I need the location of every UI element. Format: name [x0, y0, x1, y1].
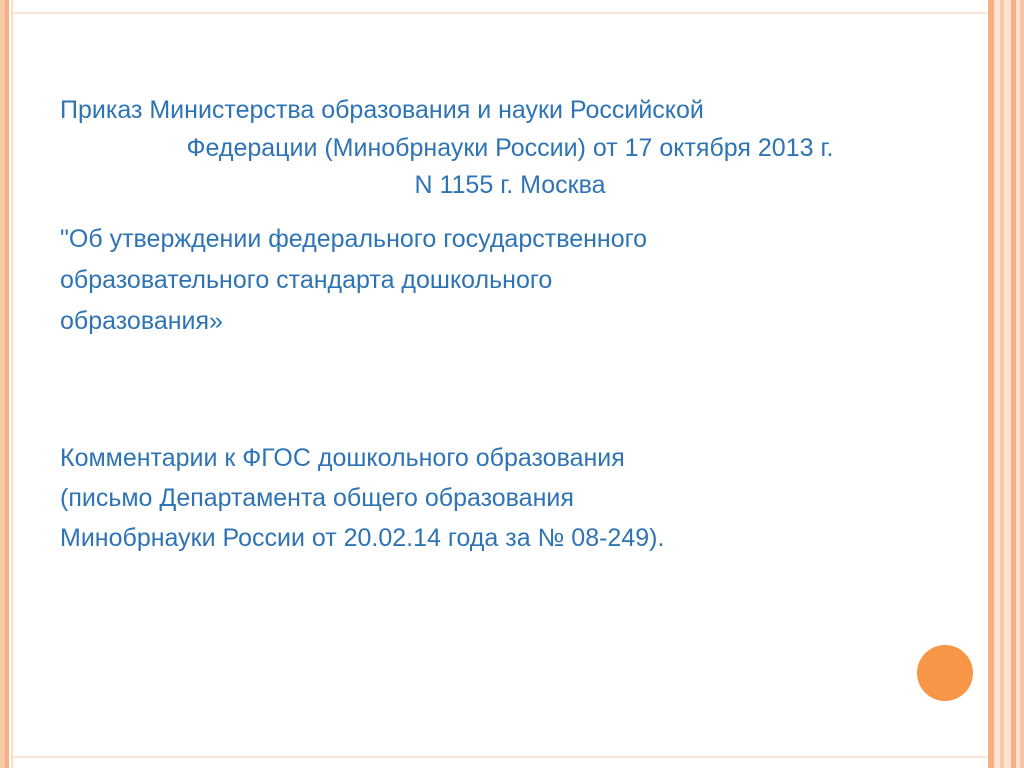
right-border-stripe-b	[1000, 0, 1004, 768]
content-spacer	[60, 342, 960, 438]
left-border-stripe-inner	[5, 0, 9, 768]
body-line-1: "Об утверждении федерального государственного	[60, 224, 648, 253]
note-line-2: (письмо Департамента общего образования	[60, 484, 574, 513]
note-line-1: Комментарии к ФГОС дошкольного образования	[60, 444, 625, 473]
document-subtitle	[60, 219, 960, 343]
title-line-3: N 1155 г. Москва	[414, 171, 606, 199]
right-border-stripe-c	[1011, 0, 1016, 768]
body-line-3: образования»	[60, 307, 223, 335]
right-border-stripe-d	[1020, 0, 1024, 768]
body-line-2: образовательного стандарта дошкольного	[60, 265, 553, 294]
bottom-divider	[13, 756, 988, 758]
left-border-stripe-thin	[11, 0, 13, 768]
title-line-2: Федерации (Минобрнауки России) от 17 октября 2013 г.	[186, 133, 834, 162]
note-line-3: Минобрнауки России от 20.02.14 года за № 08-249).	[60, 524, 665, 553]
document-title	[60, 92, 960, 205]
slide-content	[60, 92, 960, 558]
right-border-stripe-a	[988, 0, 994, 768]
top-divider	[13, 12, 988, 14]
orange-circle-decoration	[917, 645, 973, 701]
document-note	[60, 438, 960, 558]
title-line-1: Приказ Министерства образования и науки Российской	[60, 96, 704, 124]
